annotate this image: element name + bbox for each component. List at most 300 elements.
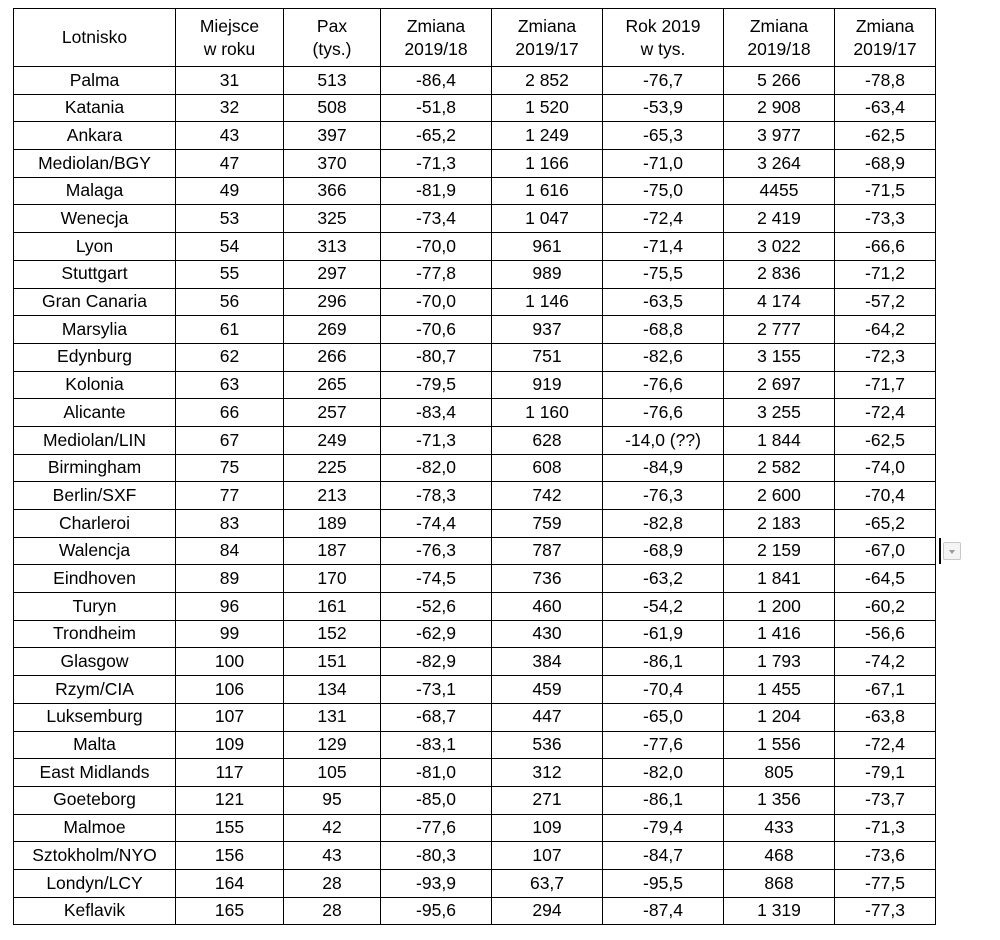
table-cell[interactable]: 107 <box>492 842 603 870</box>
table-cell[interactable]: 156 <box>176 842 284 870</box>
table-cell[interactable]: -68,7 <box>381 703 492 731</box>
table-cell[interactable]: 468 <box>724 842 835 870</box>
table-cell[interactable]: 67 <box>176 426 284 454</box>
table-cell[interactable]: -77,6 <box>603 731 724 759</box>
table-cell[interactable]: -71,3 <box>381 150 492 178</box>
table-cell[interactable]: 433 <box>724 814 835 842</box>
airport-name-cell[interactable]: Keflavik <box>14 897 176 925</box>
table-cell[interactable]: 3 977 <box>724 122 835 150</box>
table-cell[interactable]: 28 <box>284 897 381 925</box>
table-cell[interactable]: 2 582 <box>724 454 835 482</box>
table-cell[interactable]: 109 <box>492 814 603 842</box>
table-cell[interactable]: 161 <box>284 593 381 621</box>
table-cell[interactable]: -56,6 <box>835 620 936 648</box>
table-cell[interactable]: -65,2 <box>835 510 936 538</box>
table-cell[interactable]: 189 <box>284 510 381 538</box>
airport-name-cell[interactable]: Malaga <box>14 177 176 205</box>
table-cell[interactable]: -73,4 <box>381 205 492 233</box>
table-cell[interactable]: 2 852 <box>492 67 603 95</box>
table-cell[interactable]: 61 <box>176 316 284 344</box>
table-cell[interactable]: 89 <box>176 565 284 593</box>
table-cell[interactable]: -71,7 <box>835 371 936 399</box>
table-cell[interactable]: -77,8 <box>381 260 492 288</box>
table-cell[interactable]: 96 <box>176 593 284 621</box>
header-year-2019[interactable] <box>603 9 724 67</box>
table-cell[interactable]: 107 <box>176 703 284 731</box>
table-row <box>14 94 936 122</box>
table-cell[interactable]: 2 159 <box>724 537 835 565</box>
table-cell[interactable]: 54 <box>176 233 284 261</box>
header-pax[interactable] <box>284 9 381 67</box>
table-cell[interactable]: -53,9 <box>603 94 724 122</box>
table-row <box>14 177 936 205</box>
header-line: Rok 2019 <box>625 15 701 36</box>
table-cell[interactable]: 134 <box>284 676 381 704</box>
header-change-19-18-a[interactable] <box>381 9 492 67</box>
header-change-19-17-b[interactable] <box>835 9 936 67</box>
table-cell[interactable]: -63,2 <box>603 565 724 593</box>
table-cell[interactable]: -93,9 <box>381 869 492 897</box>
table-cell[interactable]: 3 255 <box>724 399 835 427</box>
table-cell[interactable]: -62,5 <box>835 122 936 150</box>
table-cell[interactable]: -65,2 <box>381 122 492 150</box>
header-line: w roku <box>203 38 256 59</box>
table-cell[interactable]: 53 <box>176 205 284 233</box>
airport-name-cell[interactable]: Walencja <box>14 537 176 565</box>
active-cell-wrap <box>835 542 935 560</box>
table-cell[interactable]: -79,4 <box>603 814 724 842</box>
airport-name-cell[interactable]: Wenecja <box>14 205 176 233</box>
header-line: Miejsce <box>199 15 260 36</box>
table-cell[interactable]: -82,0 <box>603 759 724 787</box>
table-cell[interactable]: 2 777 <box>724 316 835 344</box>
table-cell[interactable]: 989 <box>492 260 603 288</box>
table-cell[interactable]: 2 697 <box>724 371 835 399</box>
table-row <box>14 565 936 593</box>
table-cell[interactable]: -80,3 <box>381 842 492 870</box>
table-cell[interactable]: 742 <box>492 482 603 510</box>
airport-name-cell[interactable]: Londyn/LCY <box>14 869 176 897</box>
table-cell[interactable]: 109 <box>176 731 284 759</box>
table-cell[interactable]: 62 <box>176 343 284 371</box>
airport-name-cell[interactable]: Glasgow <box>14 648 176 676</box>
table-cell[interactable]: 1 249 <box>492 122 603 150</box>
table-cell[interactable]: 213 <box>284 482 381 510</box>
table-cell[interactable]: -64,5 <box>835 565 936 593</box>
table-cell[interactable]: -73,7 <box>835 786 936 814</box>
table-cell[interactable]: 312 <box>492 759 603 787</box>
table-row <box>14 454 936 482</box>
header-line: Zmiana <box>855 15 915 36</box>
table-cell[interactable]: -81,9 <box>381 177 492 205</box>
table-cell[interactable]: 460 <box>492 593 603 621</box>
airport-name-cell[interactable]: Stuttgart <box>14 260 176 288</box>
table-cell[interactable]: 129 <box>284 731 381 759</box>
table-cell[interactable]: -84,7 <box>603 842 724 870</box>
table-cell[interactable]: 1 520 <box>492 94 603 122</box>
table-cell[interactable]: 294 <box>492 897 603 925</box>
airport-name-cell[interactable]: Malmoe <box>14 814 176 842</box>
table-cell[interactable]: -70,4 <box>603 676 724 704</box>
table-cell[interactable]: 84 <box>176 537 284 565</box>
table-cell[interactable]: 95 <box>284 786 381 814</box>
table-cell[interactable]: -76,3 <box>381 537 492 565</box>
table-cell[interactable]: 271 <box>492 786 603 814</box>
table-cell[interactable]: 66 <box>176 399 284 427</box>
table-cell[interactable]: -74,0 <box>835 454 936 482</box>
airport-name-cell[interactable]: Malta <box>14 731 176 759</box>
table-cell[interactable]: -72,4 <box>835 731 936 759</box>
table-cell[interactable]: 919 <box>492 371 603 399</box>
header-line: Lotnisko <box>61 27 128 47</box>
table-cell[interactable]: 961 <box>492 233 603 261</box>
table-cell[interactable]: -86,1 <box>603 786 724 814</box>
table-cell[interactable]: 430 <box>492 620 603 648</box>
table-cell[interactable]: -76,6 <box>603 399 724 427</box>
table-cell[interactable]: 31 <box>176 67 284 95</box>
table-cell[interactable]: 397 <box>284 122 381 150</box>
table-cell[interactable]: 43 <box>284 842 381 870</box>
table-cell[interactable]: -75,0 <box>603 177 724 205</box>
table-cell[interactable]: 736 <box>492 565 603 593</box>
header-line: Zmiana <box>517 15 577 36</box>
table-cell[interactable]: 370 <box>284 150 381 178</box>
table-row <box>14 371 936 399</box>
table-row <box>14 482 936 510</box>
table-cell[interactable]: 1 200 <box>724 593 835 621</box>
table-row <box>14 426 936 454</box>
table-cell[interactable]: 100 <box>176 648 284 676</box>
table-row <box>14 593 936 621</box>
table-cell[interactable]: -63,5 <box>603 288 724 316</box>
table-row <box>14 620 936 648</box>
table-cell[interactable]: 265 <box>284 371 381 399</box>
table-cell[interactable]: -14,0 (??) <box>603 426 724 454</box>
table-cell[interactable]: -81,0 <box>381 759 492 787</box>
airport-name-cell[interactable]: Lyon <box>14 233 176 261</box>
table-cell[interactable]: -64,2 <box>835 316 936 344</box>
table-cell[interactable]: 1 160 <box>492 399 603 427</box>
table-cell[interactable]: -67,1 <box>835 676 936 704</box>
table-cell[interactable]: 1 416 <box>724 620 835 648</box>
table-cell[interactable]: 4455 <box>724 177 835 205</box>
table-row <box>14 122 936 150</box>
table-cell[interactable]: 759 <box>492 510 603 538</box>
table-row <box>14 316 936 344</box>
table-cell[interactable]: 42 <box>284 814 381 842</box>
table-row <box>14 288 936 316</box>
table-cell[interactable] <box>835 537 936 565</box>
table-cell[interactable]: -72,4 <box>835 399 936 427</box>
table-cell[interactable]: -52,6 <box>381 593 492 621</box>
table-cell[interactable]: 313 <box>284 233 381 261</box>
table-cell[interactable]: 2 183 <box>724 510 835 538</box>
airport-name-cell[interactable]: Marsylia <box>14 316 176 344</box>
airport-name-cell[interactable]: Trondheim <box>14 620 176 648</box>
table-cell[interactable]: 868 <box>724 869 835 897</box>
table-cell[interactable]: 106 <box>176 676 284 704</box>
table-cell[interactable]: -71,0 <box>603 150 724 178</box>
table-cell[interactable]: 164 <box>176 869 284 897</box>
header-line: Zmiana <box>749 15 809 36</box>
table-cell[interactable]: -72,4 <box>603 205 724 233</box>
table-cell[interactable]: 55 <box>176 260 284 288</box>
table-cell[interactable]: 170 <box>284 565 381 593</box>
table-row <box>14 869 936 897</box>
table-cell[interactable]: 751 <box>492 343 603 371</box>
table-cell[interactable]: 5 266 <box>724 67 835 95</box>
table-cell[interactable]: -78,3 <box>381 482 492 510</box>
table-cell[interactable]: -62,5 <box>835 426 936 454</box>
airport-table-sheet <box>13 8 936 925</box>
table-cell[interactable]: 155 <box>176 814 284 842</box>
table-cell[interactable]: -82,9 <box>381 648 492 676</box>
table-cell[interactable]: 49 <box>176 177 284 205</box>
table-cell[interactable]: 366 <box>284 177 381 205</box>
table-row <box>14 842 936 870</box>
table-cell[interactable]: 2 600 <box>724 482 835 510</box>
table-cell[interactable]: -63,8 <box>835 703 936 731</box>
table-cell[interactable]: 269 <box>284 316 381 344</box>
table-cell[interactable]: -86,4 <box>381 67 492 95</box>
table-row <box>14 150 936 178</box>
table-cell[interactable]: 1 793 <box>724 648 835 676</box>
header-line: 2019/18 <box>747 38 811 59</box>
table-cell[interactable]: 1 356 <box>724 786 835 814</box>
table-cell[interactable]: -74,2 <box>835 648 936 676</box>
table-cell[interactable]: -84,9 <box>603 454 724 482</box>
table-cell[interactable]: 152 <box>284 620 381 648</box>
table-cell[interactable]: 121 <box>176 786 284 814</box>
table-cell[interactable]: 1 146 <box>492 288 603 316</box>
airport-name-cell[interactable]: Kolonia <box>14 371 176 399</box>
table-cell[interactable]: 4 174 <box>724 288 835 316</box>
table-cell[interactable]: -51,8 <box>381 94 492 122</box>
table-cell[interactable]: -77,6 <box>381 814 492 842</box>
table-cell[interactable]: -65,3 <box>603 122 724 150</box>
table-cell[interactable]: -70,4 <box>835 482 936 510</box>
table-body <box>14 67 936 925</box>
table-cell[interactable]: -63,4 <box>835 94 936 122</box>
table-cell[interactable]: 787 <box>492 537 603 565</box>
table-cell[interactable]: 225 <box>284 454 381 482</box>
table-cell[interactable]: 536 <box>492 731 603 759</box>
table-cell[interactable]: 2 836 <box>724 260 835 288</box>
table-cell[interactable]: -76,3 <box>603 482 724 510</box>
airport-name-cell[interactable]: Berlin/SXF <box>14 482 176 510</box>
table-cell[interactable]: 1 556 <box>724 731 835 759</box>
airport-name-cell[interactable]: Katania <box>14 94 176 122</box>
table-cell[interactable]: 1 166 <box>492 150 603 178</box>
table-cell[interactable]: -86,1 <box>603 648 724 676</box>
table-cell[interactable]: -76,6 <box>603 371 724 399</box>
table-cell[interactable]: 1 616 <box>492 177 603 205</box>
table-cell[interactable]: -70,0 <box>381 288 492 316</box>
table-cell[interactable]: 131 <box>284 703 381 731</box>
table-cell[interactable]: 47 <box>176 150 284 178</box>
table-cell[interactable]: -60,2 <box>835 593 936 621</box>
table-cell[interactable]: 117 <box>176 759 284 787</box>
airport-name-cell[interactable]: Eindhoven <box>14 565 176 593</box>
table-cell[interactable]: 165 <box>176 897 284 925</box>
airport-name-cell[interactable]: Ankara <box>14 122 176 150</box>
table-cell[interactable]: -73,3 <box>835 205 936 233</box>
table-cell[interactable]: 384 <box>492 648 603 676</box>
table-cell[interactable]: -76,7 <box>603 67 724 95</box>
airport-name-cell[interactable]: Edynburg <box>14 343 176 371</box>
table-row <box>14 703 936 731</box>
table-cell[interactable]: -74,5 <box>381 565 492 593</box>
table-cell[interactable]: 325 <box>284 205 381 233</box>
table-cell[interactable]: -77,3 <box>835 897 936 925</box>
table-cell[interactable]: 1 047 <box>492 205 603 233</box>
header-line: Pax <box>316 15 348 36</box>
table-cell[interactable]: 2 908 <box>724 94 835 122</box>
table-row <box>14 260 936 288</box>
table-cell[interactable]: 249 <box>284 426 381 454</box>
table-cell[interactable]: 63,7 <box>492 869 603 897</box>
table-cell[interactable]: -71,5 <box>835 177 936 205</box>
airport-name-cell[interactable]: Rzym/CIA <box>14 676 176 704</box>
header-change-19-17-a[interactable] <box>492 9 603 67</box>
chevron-down-icon[interactable] <box>943 542 961 560</box>
table-cell[interactable]: 257 <box>284 399 381 427</box>
header-line: Zmiana <box>406 15 466 36</box>
table-cell[interactable]: 77 <box>176 482 284 510</box>
table-row <box>14 676 936 704</box>
airport-name-cell[interactable]: Luksemburg <box>14 703 176 731</box>
table-cell[interactable]: -80,7 <box>381 343 492 371</box>
table-cell[interactable]: 28 <box>284 869 381 897</box>
table-row <box>14 233 936 261</box>
table-cell[interactable]: 3 264 <box>724 150 835 178</box>
table-row <box>14 731 936 759</box>
table-cell[interactable]: -68,9 <box>835 150 936 178</box>
table-cell[interactable]: 1 841 <box>724 565 835 593</box>
airport-name-cell[interactable]: Birmingham <box>14 454 176 482</box>
header-change-19-18-b[interactable] <box>724 9 835 67</box>
table-cell[interactable]: 937 <box>492 316 603 344</box>
table-cell[interactable]: 296 <box>284 288 381 316</box>
table-cell[interactable]: -71,2 <box>835 260 936 288</box>
table-cell[interactable]: 297 <box>284 260 381 288</box>
table-cell[interactable]: -74,4 <box>381 510 492 538</box>
table-row <box>14 786 936 814</box>
table-cell[interactable]: -83,1 <box>381 731 492 759</box>
table-cell[interactable]: -57,2 <box>835 288 936 316</box>
table-cell[interactable]: -73,6 <box>835 842 936 870</box>
table-cell[interactable]: 43 <box>176 122 284 150</box>
table-cell[interactable]: 447 <box>492 703 603 731</box>
table-cell[interactable]: -70,0 <box>381 233 492 261</box>
table-cell[interactable]: 1 455 <box>724 676 835 704</box>
table-cell[interactable]: -71,3 <box>835 814 936 842</box>
table-cell[interactable]: 83 <box>176 510 284 538</box>
table-row <box>14 205 936 233</box>
table-cell[interactable]: -85,0 <box>381 786 492 814</box>
airport-name-cell[interactable]: Sztokholm/NYO <box>14 842 176 870</box>
table-cell[interactable]: 608 <box>492 454 603 482</box>
table-cell[interactable]: -82,6 <box>603 343 724 371</box>
table-cell[interactable]: 3 155 <box>724 343 835 371</box>
table-cell[interactable]: 32 <box>176 94 284 122</box>
table-cell[interactable]: -83,4 <box>381 399 492 427</box>
table-cell[interactable]: 56 <box>176 288 284 316</box>
table-cell[interactable]: 105 <box>284 759 381 787</box>
table-row <box>14 399 936 427</box>
header-line: (tys.) <box>312 38 352 59</box>
airport-name-cell[interactable]: East Midlands <box>14 759 176 787</box>
table-cell[interactable]: 63 <box>176 371 284 399</box>
table-cell[interactable]: 508 <box>284 94 381 122</box>
table-cell[interactable]: 99 <box>176 620 284 648</box>
table-cell[interactable]: -65,0 <box>603 703 724 731</box>
airport-name-cell[interactable]: Palma <box>14 67 176 95</box>
table-cell[interactable]: -79,5 <box>381 371 492 399</box>
airport-name-cell[interactable]: Mediolan/LIN <box>14 426 176 454</box>
table-cell[interactable]: 2 419 <box>724 205 835 233</box>
table-cell[interactable]: -87,4 <box>603 897 724 925</box>
table-cell[interactable]: 187 <box>284 537 381 565</box>
table-cell[interactable]: 151 <box>284 648 381 676</box>
table-cell[interactable]: 3 022 <box>724 233 835 261</box>
table-cell[interactable]: -71,4 <box>603 233 724 261</box>
table-cell[interactable]: -77,5 <box>835 869 936 897</box>
table-row <box>14 759 936 787</box>
table-cell[interactable]: -68,8 <box>603 316 724 344</box>
airport-name-cell[interactable]: Goeteborg <box>14 786 176 814</box>
cell-value: -67,0 <box>865 540 905 561</box>
table-row <box>14 343 936 371</box>
header-line: 2019/18 <box>404 38 468 59</box>
table-cell[interactable]: -70,6 <box>381 316 492 344</box>
table-cell[interactable]: 513 <box>284 67 381 95</box>
header-rank[interactable] <box>176 9 284 67</box>
table-cell[interactable]: -66,6 <box>835 233 936 261</box>
table-cell[interactable]: 805 <box>724 759 835 787</box>
airport-name-cell[interactable]: Charleroi <box>14 510 176 538</box>
table-cell[interactable]: -95,5 <box>603 869 724 897</box>
table-cell[interactable]: 628 <box>492 426 603 454</box>
table-cell[interactable]: -79,1 <box>835 759 936 787</box>
table-cell[interactable]: -78,8 <box>835 67 936 95</box>
table-cell[interactable]: 75 <box>176 454 284 482</box>
airport-name-cell[interactable]: Alicante <box>14 399 176 427</box>
table-row <box>14 897 936 925</box>
header-line: w tys. <box>640 38 686 59</box>
header-airport[interactable] <box>14 9 176 67</box>
table-cell[interactable]: -68,9 <box>603 537 724 565</box>
table-cell[interactable]: -54,2 <box>603 593 724 621</box>
table-cell[interactable]: 1 319 <box>724 897 835 925</box>
table-cell[interactable]: -71,3 <box>381 426 492 454</box>
table-cell[interactable]: -62,9 <box>381 620 492 648</box>
table-cell[interactable]: 459 <box>492 676 603 704</box>
table-cell[interactable]: -73,1 <box>381 676 492 704</box>
table-cell[interactable]: 1 204 <box>724 703 835 731</box>
table-cell[interactable]: -82,0 <box>381 454 492 482</box>
table-cell[interactable]: -61,9 <box>603 620 724 648</box>
table-cell[interactable]: -72,3 <box>835 343 936 371</box>
airport-name-cell[interactable]: Gran Canaria <box>14 288 176 316</box>
airport-name-cell[interactable]: Mediolan/BGY <box>14 150 176 178</box>
table-cell[interactable]: -95,6 <box>381 897 492 925</box>
airport-name-cell[interactable]: Turyn <box>14 593 176 621</box>
table-cell[interactable]: -75,5 <box>603 260 724 288</box>
table-cell[interactable]: 1 844 <box>724 426 835 454</box>
table-cell[interactable]: -82,8 <box>603 510 724 538</box>
table-cell[interactable]: 266 <box>284 343 381 371</box>
